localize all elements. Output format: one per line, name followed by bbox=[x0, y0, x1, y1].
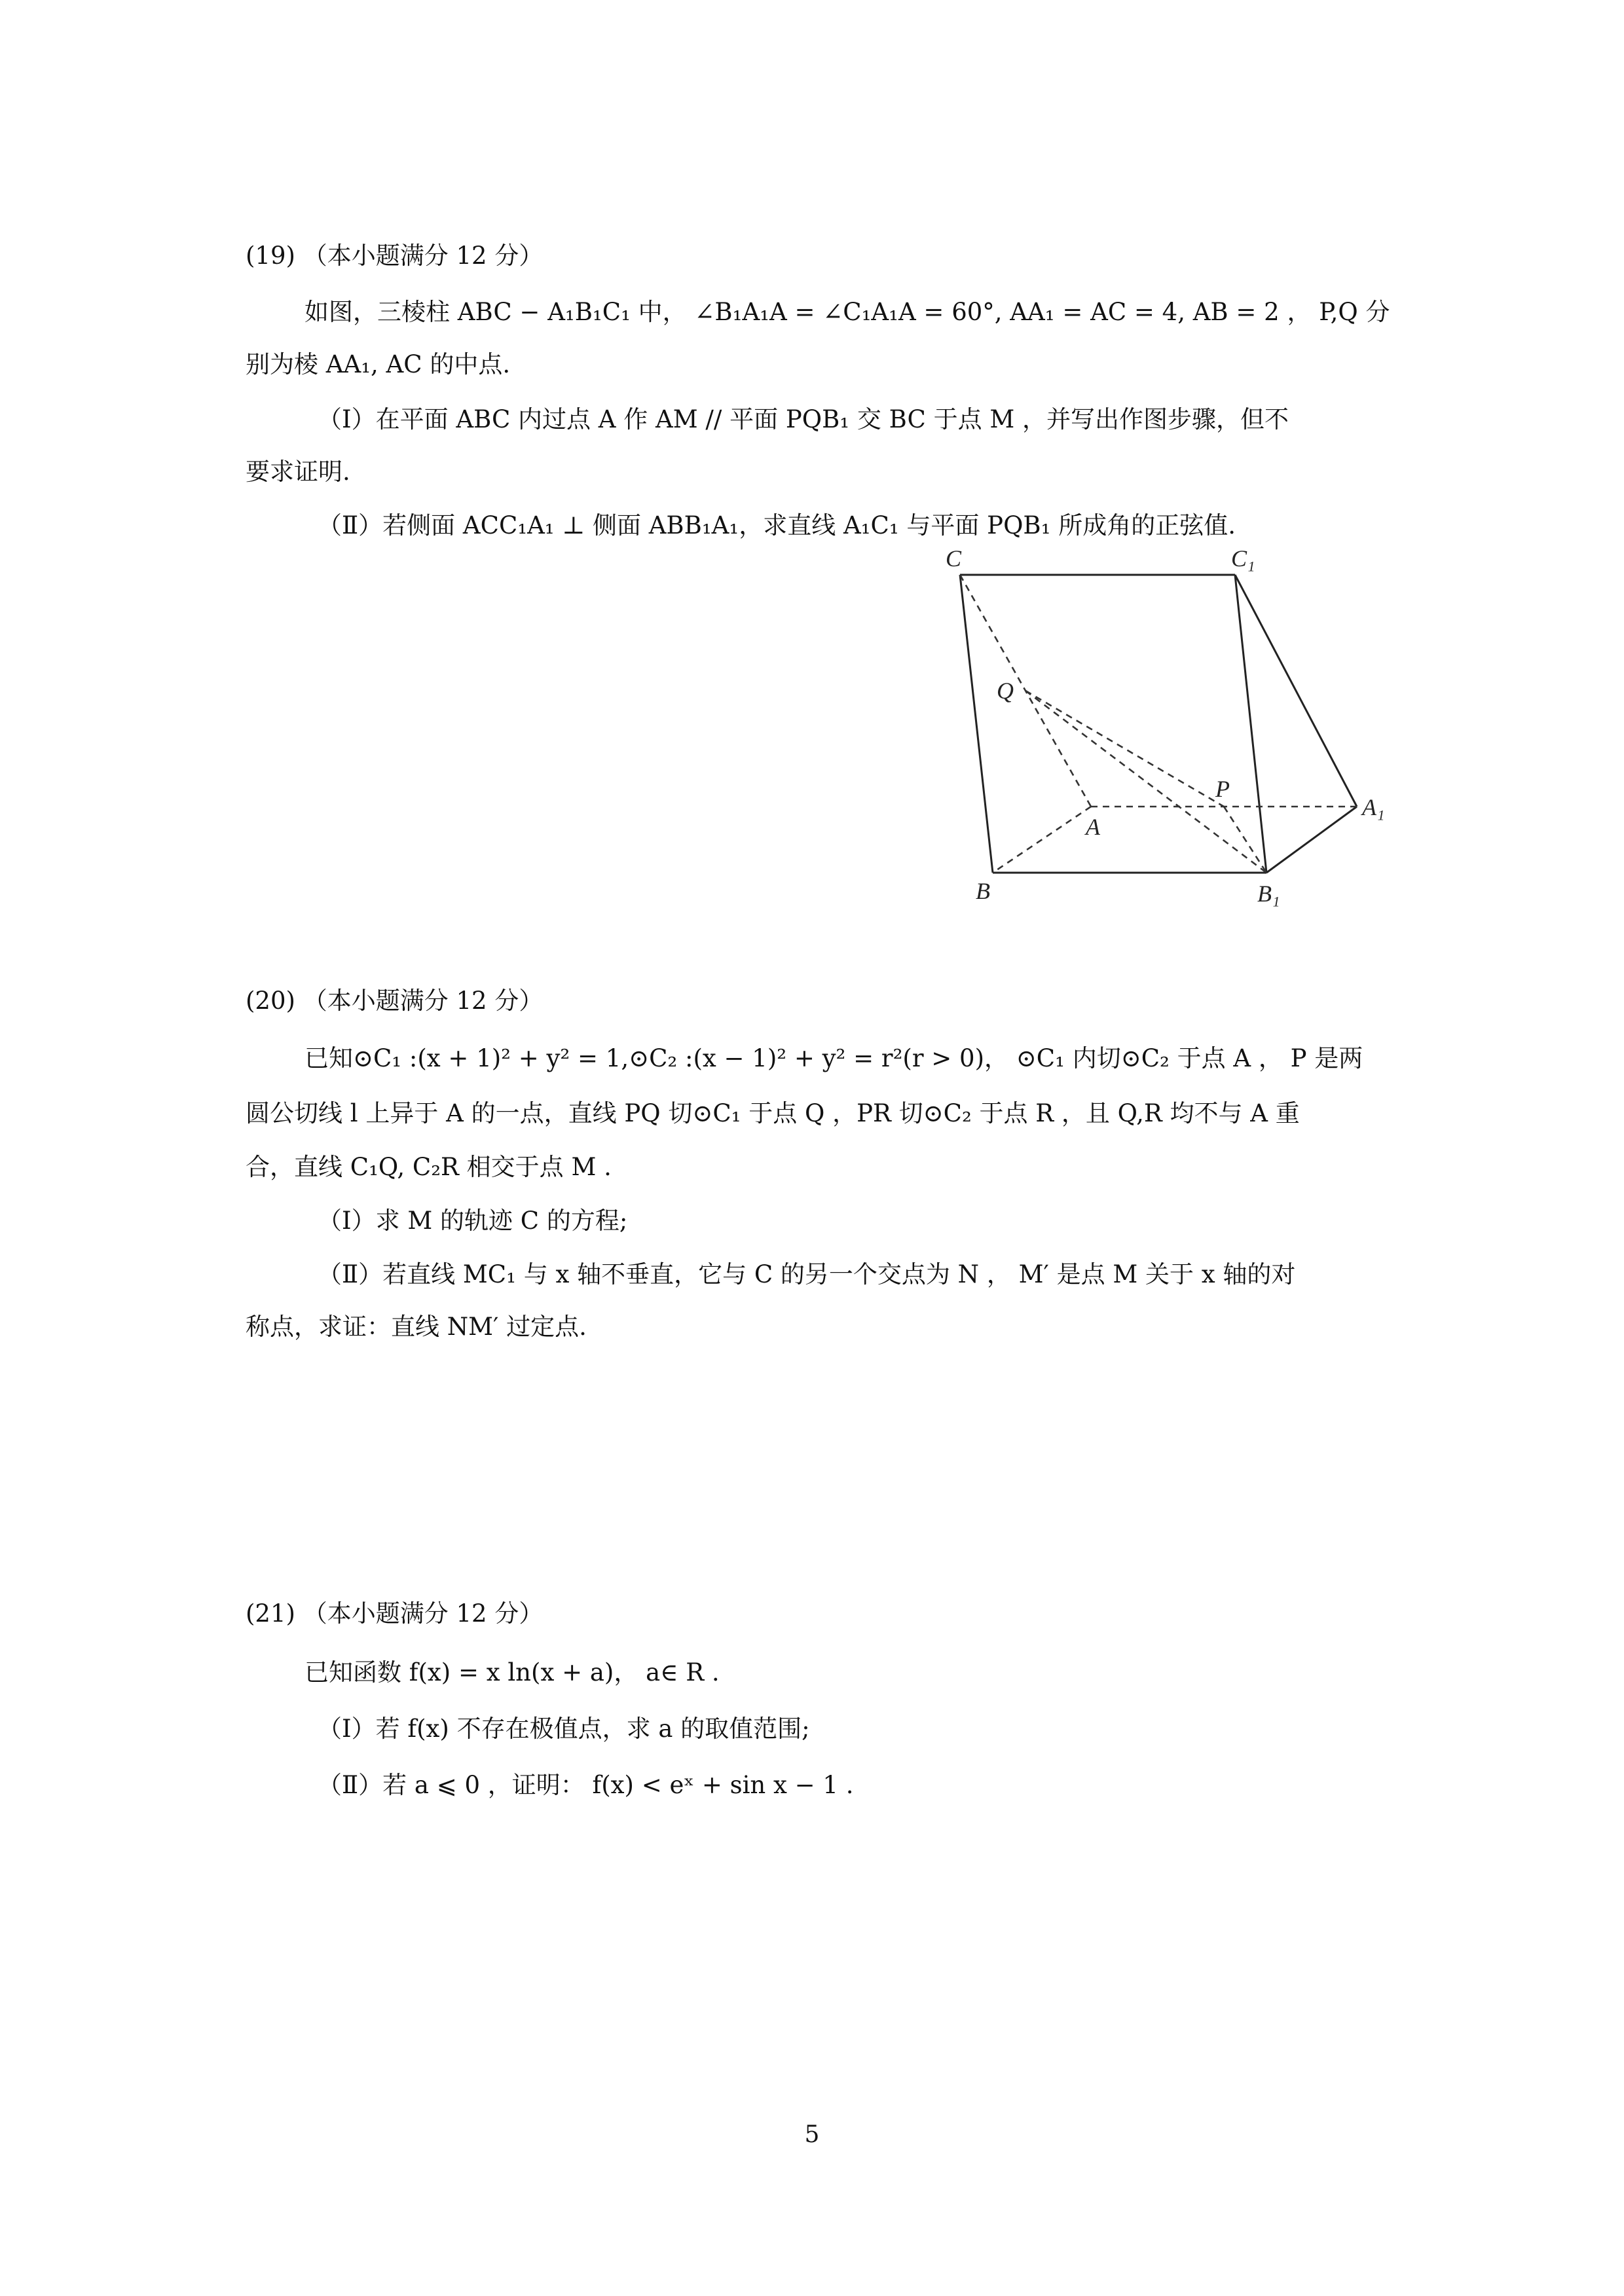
problem-points: （本小题满分 12 分） bbox=[303, 987, 544, 1015]
problem-20-line-6: 称点，求证：直线 NM′ 过定点. bbox=[246, 1313, 587, 1341]
problem-20-line-3: 合，直线 C₁Q, C₂R 相交于点 M . bbox=[246, 1153, 612, 1181]
problem-21-header bbox=[246, 1601, 543, 1626]
edge-a1-b1 bbox=[1266, 807, 1357, 873]
problem-21-part-2: （Ⅱ）若 a ⩽ 0 ，证明： f(x) < eˣ + sin x − 1 . bbox=[318, 1771, 854, 1799]
edge-c1-a1 bbox=[1235, 575, 1357, 807]
problem-19-header bbox=[246, 244, 543, 268]
problem-19-part-1: （Ⅰ）在平面 ABC 内过点 A 作 AM // 平面 PQB₁ 交 BC 于点 M ，并写出作图步骤，但不 bbox=[318, 405, 1289, 433]
problem-20-header bbox=[246, 989, 543, 1013]
prism-figure bbox=[936, 540, 1434, 920]
label-p: P bbox=[1215, 776, 1230, 802]
edge-c1-b1 bbox=[1235, 575, 1266, 873]
problem-19-line-4: 要求证明. bbox=[246, 458, 350, 486]
problem-20-part-2: （Ⅱ）若直线 MC₁ 与 x 轴不垂直，它与 C 的另一个交点为 N ， M′ 是点 M 关于 x 轴的对 bbox=[318, 1260, 1296, 1288]
label-a1: A₁ bbox=[1362, 794, 1385, 820]
problem-20-line-2: 圆公切线 l 上异于 A 的一点，直线 PQ 切⊙C₁ 于点 Q ，PR 切⊙C₂ 于点 R ，且 Q,R 均不与 A 重 bbox=[246, 1099, 1300, 1127]
problem-points: （本小题满分 12 分） bbox=[303, 1599, 544, 1628]
page-number: 5 bbox=[804, 2121, 820, 2148]
problem-19-line-2: 别为棱 AA₁, AC 的中点. bbox=[246, 350, 511, 378]
problem-number: (21) bbox=[246, 1599, 295, 1628]
problem-19-part-2: （Ⅱ）若侧面 ACC₁A₁ ⊥ 侧面 ABB₁A₁，求直线 A₁C₁ 与平面 PQB₁ 所成角的正弦值. bbox=[318, 511, 1236, 539]
label-a: A bbox=[1086, 814, 1100, 840]
problem-number: (20) bbox=[246, 987, 295, 1015]
label-q: Q bbox=[997, 678, 1014, 704]
problem-points: （本小题满分 12 分） bbox=[303, 242, 544, 270]
problem-19-line-1: 如图，三棱柱 ABC − A₁B₁C₁ 中， ∠B₁A₁A = ∠C₁A₁A = 60°, AA₁ = AC = 4, AB = 2 ， P,Q 分 bbox=[304, 298, 1390, 326]
problem-number: (19) bbox=[246, 242, 295, 270]
edge-a-b bbox=[993, 807, 1091, 873]
label-b1: B₁ bbox=[1257, 881, 1280, 907]
segment-q-p bbox=[1025, 691, 1224, 807]
edge-c-b bbox=[960, 575, 993, 873]
problem-20-line-1: 已知⊙C₁ :(x + 1)² + y² = 1,⊙C₂ :(x − 1)² + y² = r²(r > 0)， ⊙C₁ 内切⊙C₂ 于点 A ， P 是两 bbox=[304, 1044, 1363, 1072]
label-b: B bbox=[976, 878, 990, 904]
label-c: C bbox=[946, 545, 962, 572]
problem-21-part-1: （Ⅰ）若 f(x) 不存在极值点，求 a 的取值范围; bbox=[318, 1715, 810, 1743]
problem-21-line-1: 已知函数 f(x) = x ln(x + a)， a∈ R . bbox=[304, 1658, 720, 1686]
segment-q-b1 bbox=[1025, 691, 1266, 873]
label-c1: C₁ bbox=[1231, 545, 1255, 572]
problem-20-part-1: （Ⅰ）求 M 的轨迹 C 的方程; bbox=[318, 1207, 628, 1235]
